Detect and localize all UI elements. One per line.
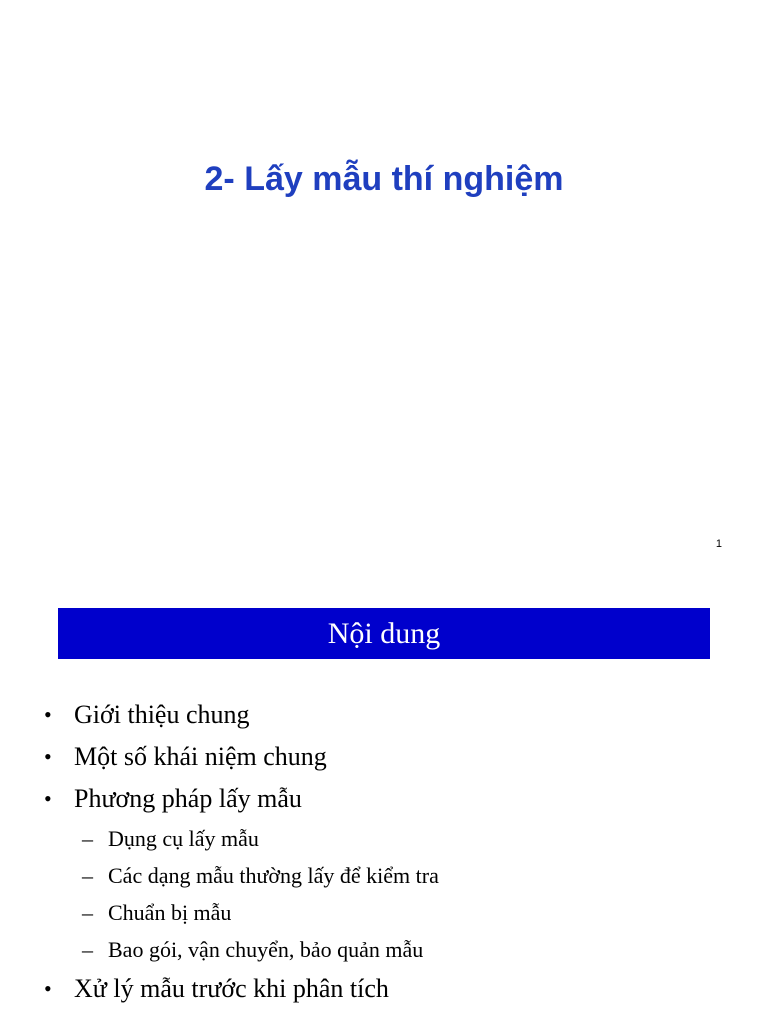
contents-list: [0, 694, 768, 1010]
slide-title: 2- Lấy mẫu thí nghiệm: [204, 160, 564, 198]
bullet-icon: •: [44, 702, 52, 727]
page-number: 1: [715, 538, 722, 550]
contents-header-title: Nội dung: [327, 617, 441, 650]
dash-icon: –: [82, 863, 93, 888]
bullet-icon: •: [44, 744, 52, 769]
list-item-text: Một số khái niệm chung: [74, 742, 327, 771]
sub-list-item: [0, 931, 768, 968]
dash-icon: –: [82, 937, 93, 962]
sub-list-item-text: Các dạng mẫu thường lấy để kiểm tra: [108, 863, 439, 888]
list-item-text: Phương pháp lấy mẫu: [74, 784, 302, 813]
sub-list-item-text: Dụng cụ lấy mẫu: [108, 826, 259, 851]
sub-list-item-text: Chuẩn bị mẫu: [108, 900, 232, 925]
list-item: [0, 694, 768, 736]
dash-icon: –: [82, 900, 93, 925]
bullet-icon: •: [44, 786, 52, 811]
sub-list-item: [0, 820, 768, 857]
sub-list-item-text: Bao gói, vận chuyển, bảo quản mẫu: [108, 937, 424, 962]
dash-icon: –: [82, 826, 93, 851]
contents-header-bar: [58, 608, 710, 659]
list-item: [0, 968, 768, 1010]
list-item-text: Xử lý mẫu trước khi phân tích: [74, 974, 389, 1003]
list-item: [0, 778, 768, 820]
slide-2: [0, 576, 768, 1024]
list-item-text: Giới thiệu chung: [74, 700, 250, 729]
bullet-icon: •: [44, 976, 52, 1001]
sub-list-item: [0, 894, 768, 931]
list-item: [0, 736, 768, 778]
sub-list-item: [0, 857, 768, 894]
